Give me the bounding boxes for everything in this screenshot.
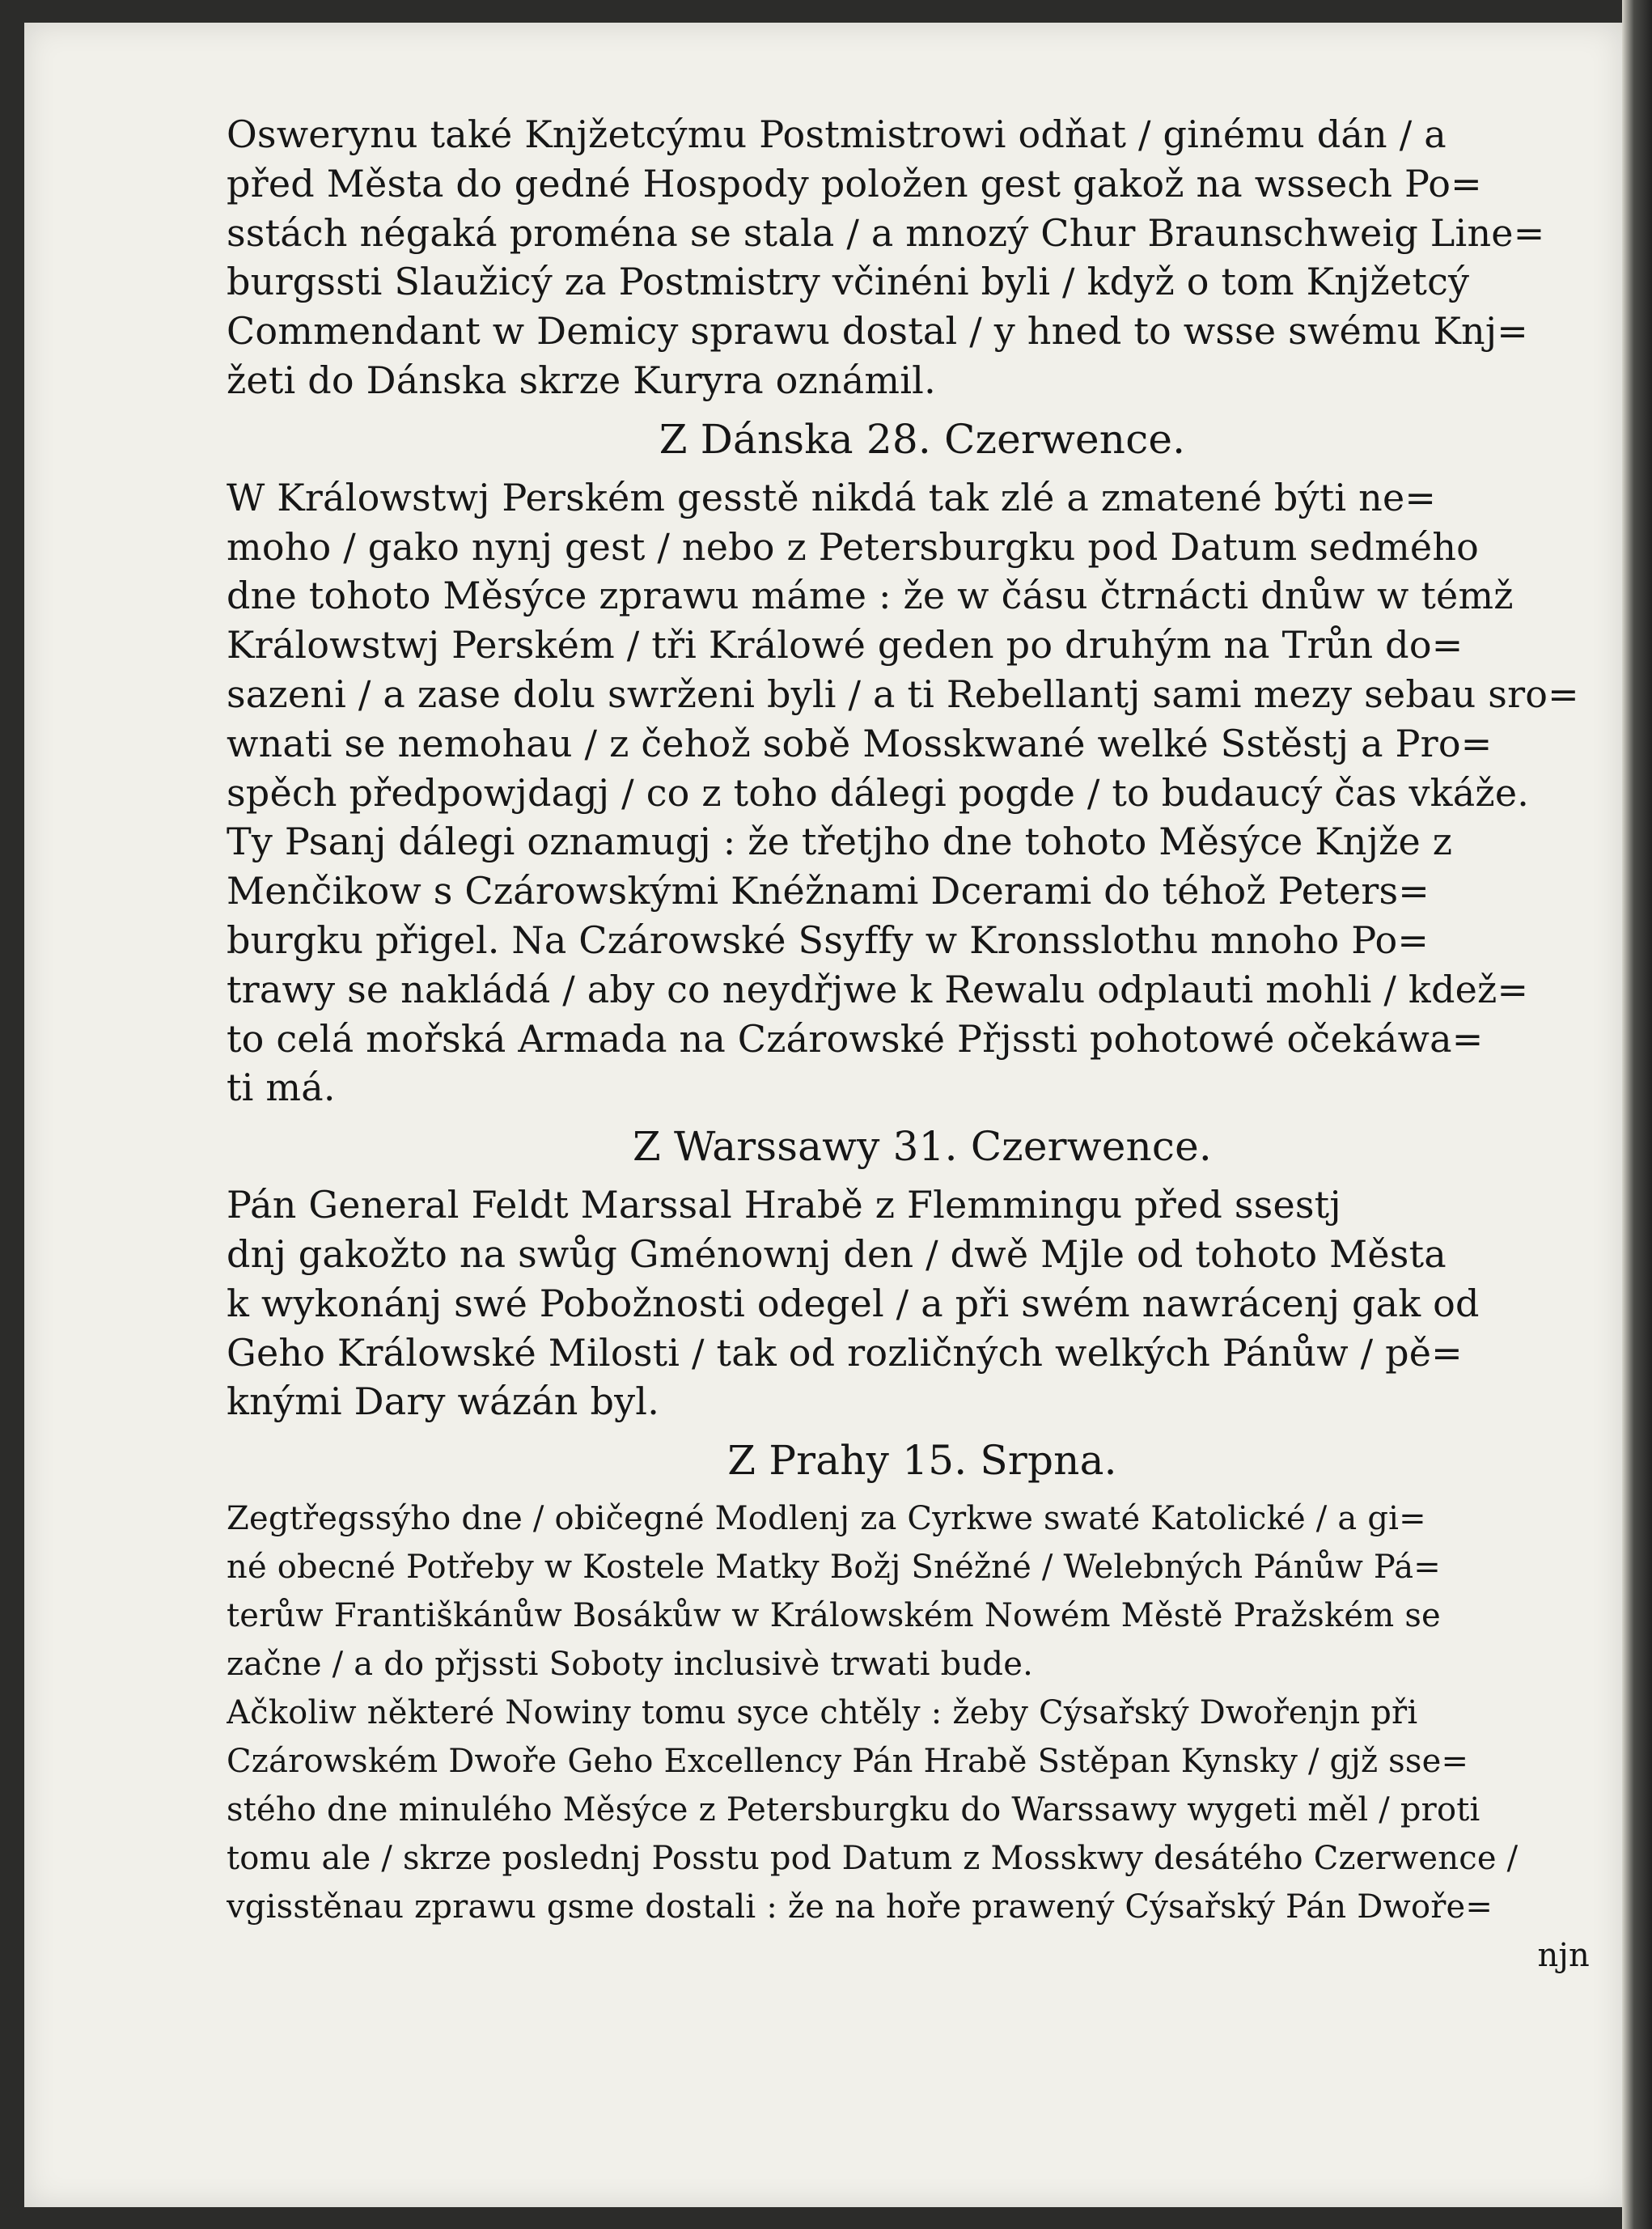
paragraph-persia [227, 473, 1618, 1112]
text-line: W Králowstwj Perském gesstě nikdá tak zlé a zmatené býti ne= [227, 475, 1437, 519]
paragraph-prague-news [227, 1689, 1618, 1931]
text-line: k wykonánj swé Pobožnosti odegel / a při swém nawrácenj gak od [227, 1281, 1480, 1325]
text-line: Oswerynu také Knjžetcýmu Postmistrowi odňat / ginému dán / a [227, 112, 1447, 156]
heading-prague: Z Prahy 15. Srpna. [727, 1437, 1117, 1485]
paragraph-prague-prayers [227, 1494, 1618, 1689]
text-line: spěch předpowjdagj / co z toho dálegi pogde / to budaucý čas vkáže. [227, 770, 1530, 815]
paragraph-denmark-intro [227, 110, 1618, 405]
text-line: wnati se nemohau / z čehož sobě Mosskwané welké Sstěstj a Pro= [227, 721, 1493, 765]
document-page [24, 23, 1622, 2207]
text-line: burgku přigel. Na Czárowské Ssyffy w Kronsslothu mnoho Po= [227, 917, 1430, 962]
text-line: né obecné Potřeby w Kostele Matky Božj Snéžné / Welebných Pánůw Pá= [227, 1549, 1442, 1587]
text-line: sstách négaká proména se stala / a mnozý Chur Braunschweig Line= [227, 210, 1545, 255]
heading-warsaw: Z Warssawy 31. Czerwence. [632, 1123, 1213, 1171]
text-line: to celá mořská Armada na Czárowské Přjssti pohotowé očekáwa= [227, 1016, 1484, 1061]
text-line: terůw Františkánůw Bosákůw w Králowském Nowém Městě Pražském se [227, 1597, 1441, 1635]
text-line: knými Dary wázán byl. [227, 1379, 660, 1424]
text-line: před Města do gedné Hospody položen gest gakož na wssech Po= [227, 161, 1482, 206]
text-line: Geho Králowské Milosti / tak od rozličných welkých Pánůw / pě= [227, 1330, 1463, 1375]
text-line: Menčikow s Czárowskými Knéžnami Dcerami do téhož Peters= [227, 869, 1430, 913]
text-line: moho / gako nynj gest / nebo z Petersburgku pod Datum sedmého [227, 524, 1480, 569]
text-line: dnj gakožto na swůg Gménownj den / dwě Mjle od tohoto Města [227, 1231, 1447, 1276]
text-line: ti má. [227, 1066, 336, 1110]
text-line: Králowstwj Perském / tři Králowé geden po druhým na Trůn do= [227, 623, 1464, 667]
text-line: Pán General Feldt Marssal Hrabě z Flemmingu před ssestj [227, 1183, 1341, 1227]
text-line: tomu ale / skrze poslednj Posstu pod Datum z Mosskwy desátého Czerwence / [227, 1840, 1519, 1878]
text-line: sazeni / a zase dolu swrženi byli / a ti Rebellantj sami mezy sebau sro= [227, 672, 1579, 716]
catchword: njn [1537, 1937, 1590, 1975]
text-line: Commendant w Demicy sprawu dostal / y hned to wsse swému Knj= [227, 309, 1529, 354]
text-line: dne tohoto Měsýce zprawu máme : že w čásu čtrnácti dnůw w témž [227, 574, 1514, 618]
paragraph-warsaw [227, 1180, 1618, 1426]
text-line: vgisstěnau zprawu gsme dostali : že na hoře prawený Cýsařský Pán Dwoře= [227, 1888, 1493, 1926]
text-line: burgssti Slaužicý za Postmistry včinéni byli / když o tom Knjžetcý [227, 260, 1470, 304]
text-line: Czárowském Dwoře Geho Excellency Pán Hrabě Sstěpan Kynsky / gjž sse= [227, 1743, 1469, 1781]
page-edge-shadow [1622, 0, 1652, 2229]
text-line: trawy se nakládá / aby co neydřjwe k Rewalu odplauti mohli / kdež= [227, 967, 1529, 1011]
text-line: začne / a do přjssti Soboty inclusivè trwati bude. [227, 1646, 1033, 1684]
heading-denmark: Z Dánska 28. Czerwence. [659, 415, 1186, 463]
text-line: žeti do Dánska skrze Kuryra oznámil. [227, 358, 936, 402]
text-line: Ačkoliw některé Nowiny tomu syce chtěly : žeby Cýsařský Dwořenjn při [227, 1694, 1418, 1732]
text-line: Zegtřegssýho dne / običegné Modlenj za Cyrkwe swaté Katolické / a gi= [227, 1500, 1426, 1538]
text-line: Ty Psanj dálegi oznamugj : že třetjho dne tohoto Měsýce Knjže z [227, 820, 1453, 864]
text-line: stého dne minulého Měsýce z Petersburgku do Warssawy wygeti měl / proti [227, 1791, 1480, 1829]
page-text [227, 110, 1618, 1980]
